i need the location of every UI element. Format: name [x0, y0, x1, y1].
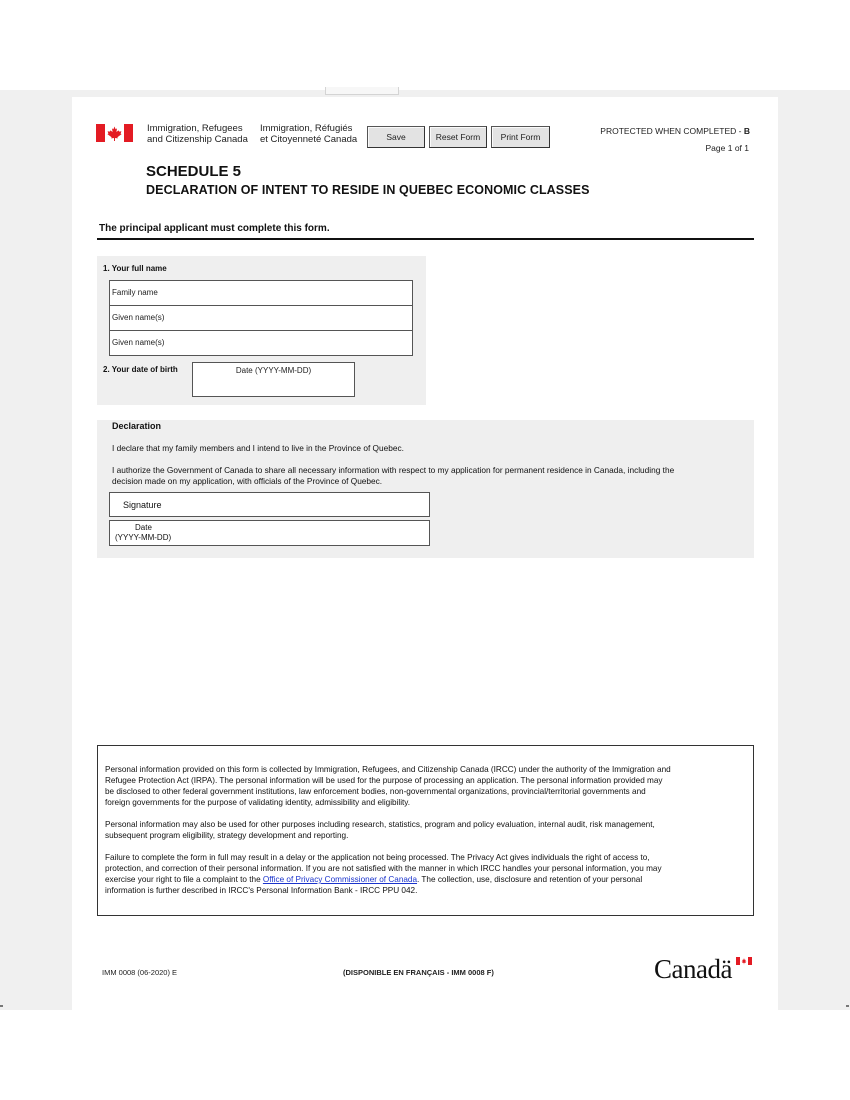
- privacy-p3-line3: [105, 874, 747, 885]
- declaration-date-field[interactable]: [109, 520, 430, 546]
- department-name-english: [147, 123, 248, 145]
- declaration-text-1: I declare that my family members and I intend to live in the Province of Quebec.: [112, 443, 404, 453]
- dept-en-line1: Immigration, Refugees: [147, 123, 243, 134]
- dept-fr-line2: et Citoyenneté Canada: [260, 134, 358, 145]
- declaration-heading: Declaration: [112, 421, 162, 431]
- privacy-p2-line1: Personal information may also be used for other purposes including research, statistics, program and policy evaluation, internal audit, risk management,: [105, 820, 655, 829]
- privacy-p2-line2: subsequent program eligibility, strategy development and reporting.: [105, 831, 349, 840]
- print-form-button[interactable]: Print Form: [491, 126, 550, 148]
- declaration-text-2: [112, 465, 674, 487]
- privacy-commissioner-link[interactable]: Office of Privacy Commissioner of Canada: [262, 875, 418, 884]
- protected-text: PROTECTED WHEN COMPLETED -: [600, 126, 744, 136]
- given-name-field-2[interactable]: Given name(s): [109, 330, 413, 356]
- intro-instruction: The principal applicant must complete this form.: [99, 223, 330, 234]
- family-name-field[interactable]: Family name: [109, 280, 413, 306]
- privacy-p3-line4: information is further described in IRCC's Personal Information Bank - IRCC PPU 042.: [105, 886, 418, 895]
- privacy-p1-line4: foreign governments for the purpose of validating identity, admissibility and eligibility.: [105, 798, 411, 807]
- privacy-p1-line1: Personal information provided on this form is collected by Immigration, Refugees, and Citizenship Canada (IRCC) under the authority of the Immigration and: [105, 765, 671, 774]
- privacy-p1-line2: Refugee Protection Act (IRPA). The personal information will be used for the purpose of processing an application. The personal information provided may: [105, 776, 663, 785]
- header-divider: [97, 238, 754, 240]
- privacy-p3-line3-start: exercise your right to file a complaint to the: [105, 875, 263, 884]
- viewer-tab: [325, 87, 399, 95]
- declaration-date-label-2: (YYYY-MM-DD): [115, 532, 172, 542]
- dept-fr-line1: Immigration, Réfugiés: [260, 123, 353, 134]
- canada-wordmark: Canadä: [654, 954, 732, 984]
- date-of-birth-label: 2. Your date of birth: [103, 365, 178, 374]
- save-button[interactable]: Save: [367, 126, 425, 148]
- canada-flag-icon: [96, 124, 133, 142]
- declaration-text-2-line1: I authorize the Government of Canada to share all necessary information with respect to my application for permanent residence in Canada, including the: [112, 465, 675, 475]
- french-availability-note: (DISPONIBLE EN FRANÇAIS - IMM 0008 F): [343, 968, 494, 977]
- edge-mark: [0, 1005, 3, 1007]
- department-name-french: [260, 123, 357, 145]
- given-name-field-1[interactable]: Given name(s): [109, 305, 413, 331]
- protected-label: [600, 126, 750, 136]
- form-code: IMM 0008 (06-2020) E: [102, 968, 178, 977]
- form-title: DECLARATION OF INTENT TO RESIDE IN QUEBEC ECONOMIC CLASSES: [146, 183, 590, 197]
- privacy-p1-line3: be disclosed to other federal government institutions, law enforcement bodies, non-governmental organizations, provincial/territorial governments and: [105, 787, 646, 796]
- dept-en-line2: and Citizenship Canada: [147, 134, 248, 145]
- declaration-text-2-line2: decision made on my application, with officials of the Province of Quebec.: [112, 476, 383, 486]
- page-number: Page 1 of 1: [705, 143, 749, 153]
- full-name-label: 1. Your full name: [103, 264, 167, 273]
- date-of-birth-field[interactable]: Date (YYYY-MM-DD): [192, 362, 355, 397]
- privacy-paragraph-2: [105, 819, 747, 841]
- signature-label: Signature: [123, 500, 162, 510]
- reset-form-button[interactable]: Reset Form: [429, 126, 487, 148]
- schedule-heading: SCHEDULE 5: [146, 163, 242, 180]
- privacy-p3-line2: protection, and correction of their personal information. If you are not satisfied with the manner in which IRCC handles your personal information, you may: [105, 864, 662, 873]
- wordmark-flag-icon: [736, 957, 752, 965]
- privacy-paragraph-1: [105, 764, 747, 808]
- declaration-date-label-1: Date: [135, 523, 152, 532]
- privacy-p3-line3-end: . The collection, use, disclosure and retention of your personal: [417, 875, 643, 884]
- edge-mark: [846, 1005, 849, 1007]
- privacy-paragraph-3: [105, 852, 747, 896]
- signature-field[interactable]: [109, 492, 430, 517]
- privacy-p3-line1: Failure to complete the form in full may result in a delay or the application not being processed. The Privacy Act gives individuals the right of access to,: [105, 853, 650, 862]
- protected-level: B: [743, 126, 750, 136]
